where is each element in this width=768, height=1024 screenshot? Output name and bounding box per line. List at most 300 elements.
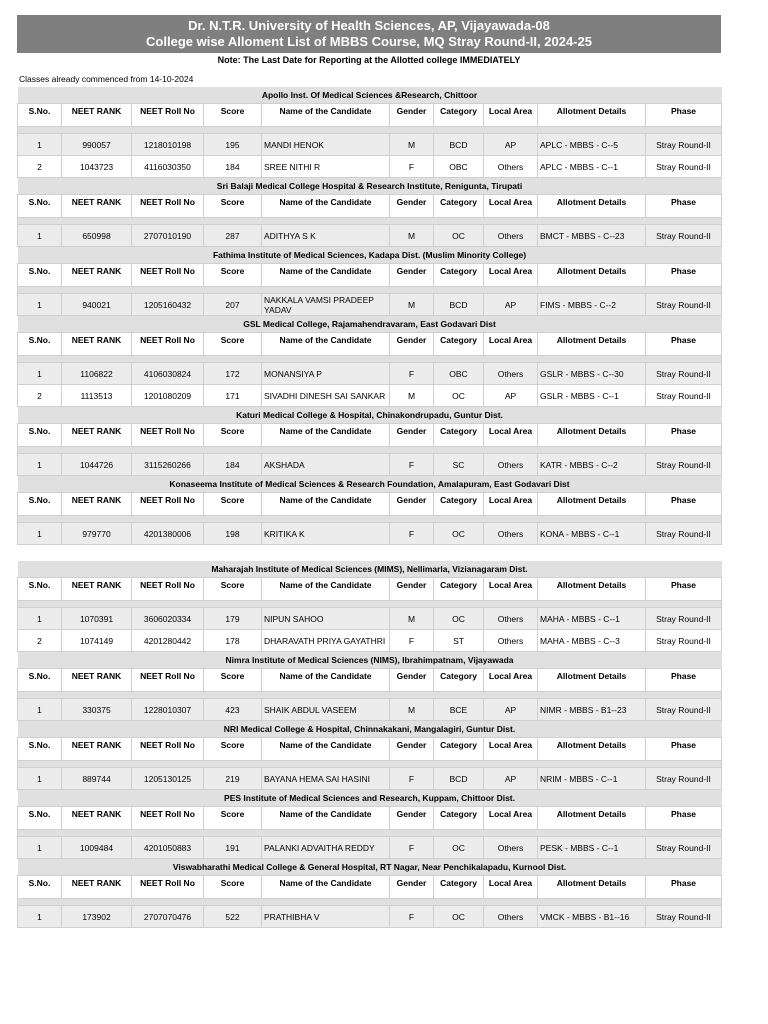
college-name: Maharajah Institute of Medical Sciences (MIMS), Nellimarla, Vizianagaram Dist. [18,561,722,578]
college-heading-row [18,476,722,493]
local-area-cell: AP [484,768,538,790]
column-header-phase: Phase [646,876,722,899]
college-heading-row [18,790,722,807]
category-cell: OBC [434,363,484,385]
spacer-cell [18,516,722,523]
column-header-row [18,424,722,447]
column-header-score: Score [204,876,262,899]
column-header-gender: Gender [390,669,434,692]
candidate-name-cell: NAKKALA VAMSI PRADEEP YADAV [262,294,390,316]
table-row [18,385,722,407]
table-row [18,608,722,630]
header-spacer-row [18,516,722,523]
score-cell: 423 [204,699,262,721]
candidate-name-cell: NIPUN SAHOO [262,608,390,630]
allotment-table-page-part-1 [17,87,721,545]
column-header-neet-rank: NEET RANK [62,876,132,899]
column-header-candidate-name: Name of the Candidate [262,264,390,287]
column-header-score: Score [204,424,262,447]
column-header-candidate-name: Name of the Candidate [262,669,390,692]
column-header-gender: Gender [390,876,434,899]
candidate-name-cell: KRITIKA K [262,523,390,545]
allotment-details-cell: PESK - MBBS - C--1 [538,837,646,859]
column-header-gender: Gender [390,264,434,287]
column-header-allotment-details: Allotment Details [538,807,646,830]
column-header-phase: Phase [646,669,722,692]
allotment-details-cell: KATR - MBBS - C--2 [538,454,646,476]
header-spacer-row [18,830,722,837]
college-heading-row [18,561,722,578]
phase-cell: Stray Round-II [646,454,722,476]
spacer-cell [18,127,722,134]
table-row [18,363,722,385]
spacer-cell [18,830,722,837]
column-header-neet-rank: NEET RANK [62,424,132,447]
table-row [18,768,722,790]
local-area-cell: AP [484,385,538,407]
column-header-category: Category [434,807,484,830]
column-header-neet-roll-number: NEET Roll No [132,578,204,601]
local-area-cell: Others [484,608,538,630]
column-header-serial-number: S.No. [18,669,62,692]
column-header-candidate-name: Name of the Candidate [262,876,390,899]
header-spacer-row [18,287,722,294]
neet-roll-number-cell: 3115260266 [132,454,204,476]
allotment-details-cell: GSLR - MBBS - C--30 [538,363,646,385]
column-header-serial-number: S.No. [18,333,62,356]
header-title: College wise Alloment List of MBBS Course, MQ Stray Round-II, 2024-25 [146,34,592,49]
college-name: Apollo Inst. Of Medical Sciences &Research, Chittoor [18,87,722,104]
column-header-candidate-name: Name of the Candidate [262,493,390,516]
phase-cell: Stray Round-II [646,906,722,928]
column-header-gender: Gender [390,195,434,218]
category-cell: OBC [434,156,484,178]
column-header-category: Category [434,424,484,447]
table-row [18,454,722,476]
table-row [18,523,722,545]
column-header-row [18,669,722,692]
college-name: Nimra Institute of Medical Sciences (NIMS), Ibrahimpatnam, Vijayawada [18,652,722,669]
column-header-allotment-details: Allotment Details [538,876,646,899]
header-spacer-row [18,356,722,363]
column-header-serial-number: S.No. [18,578,62,601]
spacer-cell [18,356,722,363]
allotment-details-cell: VMCK - MBBS - B1--16 [538,906,646,928]
candidate-name-cell: SIVADHI DINESH SAI SANKAR [262,385,390,407]
column-header-local-area: Local Area [484,807,538,830]
category-cell: OC [434,837,484,859]
column-header-gender: Gender [390,493,434,516]
college-name: Katuri Medical College & Hospital, Chinakondrupadu, Guntur Dist. [18,407,722,424]
serial-number-cell: 1 [18,363,62,385]
category-cell: ST [434,630,484,652]
serial-number-cell: 2 [18,156,62,178]
college-name: NRI Medical College & Hospital, Chinnakakani, Mangalagiri, Guntur Dist. [18,721,722,738]
column-header-neet-roll-number: NEET Roll No [132,738,204,761]
local-area-cell: Others [484,906,538,928]
phase-cell: Stray Round-II [646,523,722,545]
gender-cell: F [390,630,434,652]
column-header-neet-rank: NEET RANK [62,195,132,218]
column-header-neet-roll-number: NEET Roll No [132,669,204,692]
candidate-name-cell: SREE NITHI R [262,156,390,178]
column-header-candidate-name: Name of the Candidate [262,578,390,601]
column-header-row [18,264,722,287]
column-header-allotment-details: Allotment Details [538,264,646,287]
neet-rank-cell: 1043723 [62,156,132,178]
serial-number-cell: 1 [18,523,62,545]
local-area-cell: Others [484,454,538,476]
neet-roll-number-cell: 4201050883 [132,837,204,859]
column-header-local-area: Local Area [484,493,538,516]
serial-number-cell: 2 [18,630,62,652]
phase-cell: Stray Round-II [646,608,722,630]
phase-cell: Stray Round-II [646,699,722,721]
college-name: PES Institute of Medical Sciences and Research, Kuppam, Chittoor Dist. [18,790,722,807]
college-name: Viswabharathi Medical College & General Hospital, RT Nagar, Near Penchikalapadu, Kurnool Dist. [18,859,722,876]
gender-cell: F [390,363,434,385]
column-header-candidate-name: Name of the Candidate [262,333,390,356]
local-area-cell: Others [484,156,538,178]
candidate-name-cell: SHAIK ABDUL VASEEM [262,699,390,721]
local-area-cell: Others [484,225,538,247]
category-cell: OC [434,225,484,247]
reporting-note: Note: The Last Date for Reporting at the Allotted college IMMEDIATELY [217,55,521,65]
column-header-neet-roll-number: NEET Roll No [132,195,204,218]
candidate-name-cell: ADITHYA S K [262,225,390,247]
neet-roll-number-cell: 2707070476 [132,906,204,928]
phase-cell: Stray Round-II [646,225,722,247]
phase-cell: Stray Round-II [646,156,722,178]
column-header-candidate-name: Name of the Candidate [262,738,390,761]
table-row [18,837,722,859]
column-header-phase: Phase [646,807,722,830]
phase-cell: Stray Round-II [646,134,722,156]
college-heading-row [18,316,722,333]
allotment-details-cell: APLC - MBBS - C--5 [538,134,646,156]
college-heading-row [18,247,722,264]
allotment-table-page-part-2 [17,561,721,928]
neet-rank-cell: 1009484 [62,837,132,859]
local-area-cell: AP [484,294,538,316]
neet-roll-number-cell: 1205160432 [132,294,204,316]
column-header-score: Score [204,104,262,127]
table-row [18,225,722,247]
college-name: Sri Balaji Medical College Hospital & Research Institute, Renigunta, Tirupati [18,178,722,195]
column-header-neet-roll-number: NEET Roll No [132,807,204,830]
gender-cell: F [390,156,434,178]
column-header-candidate-name: Name of the Candidate [262,195,390,218]
column-header-local-area: Local Area [484,876,538,899]
college-name: Fathima Institute of Medical Sciences, Kadapa Dist. (Muslim Minority College) [18,247,722,264]
header-university: Dr. N.T.R. University of Health Sciences, AP, Vijayawada-08 [188,18,550,33]
allotment-table [17,561,722,928]
score-cell: 191 [204,837,262,859]
column-header-gender: Gender [390,424,434,447]
college-heading-row [18,721,722,738]
spacer-cell [18,899,722,906]
score-cell: 179 [204,608,262,630]
neet-rank-cell: 1113513 [62,385,132,407]
column-header-local-area: Local Area [484,738,538,761]
allotment-details-cell: BMCT - MBBS - C--23 [538,225,646,247]
table-row [18,294,722,316]
column-header-neet-roll-number: NEET Roll No [132,333,204,356]
column-header-row [18,876,722,899]
column-header-row [18,807,722,830]
score-cell: 287 [204,225,262,247]
neet-roll-number-cell: 2707010190 [132,225,204,247]
serial-number-cell: 1 [18,906,62,928]
allotment-details-cell: NIMR - MBBS - B1--23 [538,699,646,721]
column-header-category: Category [434,333,484,356]
column-header-category: Category [434,195,484,218]
candidate-name-cell: MANDI HENOK [262,134,390,156]
neet-roll-number-cell: 4201380006 [132,523,204,545]
column-header-category: Category [434,493,484,516]
neet-roll-number-cell: 1205130125 [132,768,204,790]
column-header-neet-rank: NEET RANK [62,104,132,127]
college-heading-row [18,87,722,104]
score-cell: 184 [204,454,262,476]
phase-cell: Stray Round-II [646,294,722,316]
column-header-local-area: Local Area [484,195,538,218]
neet-rank-cell: 330375 [62,699,132,721]
candidate-name-cell: PALANKI ADVAITHA REDDY [262,837,390,859]
column-header-score: Score [204,493,262,516]
category-cell: OC [434,608,484,630]
column-header-neet-roll-number: NEET Roll No [132,493,204,516]
gender-cell: F [390,454,434,476]
column-header-neet-rank: NEET RANK [62,669,132,692]
column-header-phase: Phase [646,738,722,761]
serial-number-cell: 1 [18,768,62,790]
column-header-row [18,578,722,601]
college-name: GSL Medical College, Rajamahendravaram, East Godavari Dist [18,316,722,333]
neet-rank-cell: 1106822 [62,363,132,385]
column-header-score: Score [204,738,262,761]
column-header-local-area: Local Area [484,264,538,287]
header-spacer-row [18,899,722,906]
phase-cell: Stray Round-II [646,837,722,859]
neet-rank-cell: 1074149 [62,630,132,652]
neet-rank-cell: 173902 [62,906,132,928]
column-header-row [18,738,722,761]
column-header-phase: Phase [646,578,722,601]
candidate-name-cell: PRATHIBHA V [262,906,390,928]
phase-cell: Stray Round-II [646,630,722,652]
column-header-category: Category [434,669,484,692]
college-name: Konaseema Institute of Medical Sciences & Research Foundation, Amalapuram, East Godavari Dist [18,476,722,493]
column-header-local-area: Local Area [484,669,538,692]
document-header [17,15,721,53]
column-header-serial-number: S.No. [18,876,62,899]
table-row [18,134,722,156]
column-header-gender: Gender [390,738,434,761]
column-header-neet-rank: NEET RANK [62,738,132,761]
college-heading-row [18,652,722,669]
local-area-cell: Others [484,630,538,652]
gender-cell: F [390,906,434,928]
local-area-cell: Others [484,523,538,545]
category-cell: SC [434,454,484,476]
column-header-gender: Gender [390,578,434,601]
classes-commenced-note: Classes already commenced from 14-10-2024 [19,74,194,84]
column-header-neet-rank: NEET RANK [62,333,132,356]
serial-number-cell: 1 [18,294,62,316]
spacer-cell [18,447,722,454]
column-header-neet-roll-number: NEET Roll No [132,876,204,899]
local-area-cell: Others [484,363,538,385]
gender-cell: M [390,608,434,630]
neet-rank-cell: 650998 [62,225,132,247]
allotment-details-cell: GSLR - MBBS - C--1 [538,385,646,407]
column-header-row [18,333,722,356]
neet-roll-number-cell: 4201280442 [132,630,204,652]
allotment-details-cell: APLC - MBBS - C--1 [538,156,646,178]
allotment-details-cell: MAHA - MBBS - C--1 [538,608,646,630]
score-cell: 178 [204,630,262,652]
gender-cell: M [390,134,434,156]
column-header-serial-number: S.No. [18,424,62,447]
neet-roll-number-cell: 1201080209 [132,385,204,407]
gender-cell: F [390,768,434,790]
neet-rank-cell: 889744 [62,768,132,790]
candidate-name-cell: AKSHADA [262,454,390,476]
neet-roll-number-cell: 1228010307 [132,699,204,721]
column-header-serial-number: S.No. [18,195,62,218]
score-cell: 172 [204,363,262,385]
column-header-phase: Phase [646,493,722,516]
header-spacer-row [18,601,722,608]
column-header-gender: Gender [390,333,434,356]
column-header-serial-number: S.No. [18,104,62,127]
column-header-neet-rank: NEET RANK [62,578,132,601]
column-header-allotment-details: Allotment Details [538,333,646,356]
local-area-cell: Others [484,837,538,859]
column-header-candidate-name: Name of the Candidate [262,807,390,830]
column-header-allotment-details: Allotment Details [538,424,646,447]
column-header-neet-roll-number: NEET Roll No [132,264,204,287]
allotment-details-cell: FIMS - MBBS - C--2 [538,294,646,316]
header-spacer-row [18,218,722,225]
phase-cell: Stray Round-II [646,363,722,385]
score-cell: 207 [204,294,262,316]
gender-cell: M [390,385,434,407]
column-header-category: Category [434,264,484,287]
column-header-gender: Gender [390,807,434,830]
column-header-phase: Phase [646,333,722,356]
serial-number-cell: 1 [18,454,62,476]
column-header-category: Category [434,876,484,899]
neet-rank-cell: 1044726 [62,454,132,476]
column-header-score: Score [204,807,262,830]
serial-number-cell: 2 [18,385,62,407]
candidate-name-cell: DHARAVATH PRIYA GAYATHRI [262,630,390,652]
column-header-allotment-details: Allotment Details [538,195,646,218]
column-header-candidate-name: Name of the Candidate [262,424,390,447]
column-header-allotment-details: Allotment Details [538,738,646,761]
table-row [18,630,722,652]
neet-rank-cell: 979770 [62,523,132,545]
header-spacer-row [18,447,722,454]
score-cell: 184 [204,156,262,178]
column-header-neet-roll-number: NEET Roll No [132,424,204,447]
candidate-name-cell: BAYANA HEMA SAI HASINI [262,768,390,790]
spacer-cell [18,287,722,294]
gender-cell: F [390,837,434,859]
neet-roll-number-cell: 4106030824 [132,363,204,385]
column-header-allotment-details: Allotment Details [538,669,646,692]
column-header-category: Category [434,578,484,601]
header-spacer-row [18,692,722,699]
neet-roll-number-cell: 1218010198 [132,134,204,156]
college-heading-row [18,407,722,424]
column-header-serial-number: S.No. [18,264,62,287]
column-header-serial-number: S.No. [18,738,62,761]
table-row [18,699,722,721]
local-area-cell: AP [484,699,538,721]
score-cell: 171 [204,385,262,407]
candidate-name-cell: MONANSIYA P [262,363,390,385]
category-cell: BCD [434,294,484,316]
college-heading-row [18,859,722,876]
allotment-details-cell: MAHA - MBBS - C--3 [538,630,646,652]
score-cell: 522 [204,906,262,928]
column-header-neet-rank: NEET RANK [62,264,132,287]
local-area-cell: AP [484,134,538,156]
column-header-gender: Gender [390,104,434,127]
phase-cell: Stray Round-II [646,385,722,407]
phase-cell: Stray Round-II [646,768,722,790]
column-header-row [18,493,722,516]
column-header-neet-rank: NEET RANK [62,493,132,516]
column-header-row [18,104,722,127]
column-header-phase: Phase [646,104,722,127]
neet-roll-number-cell: 3606020334 [132,608,204,630]
neet-rank-cell: 940021 [62,294,132,316]
score-cell: 219 [204,768,262,790]
serial-number-cell: 1 [18,134,62,156]
column-header-score: Score [204,669,262,692]
gender-cell: F [390,523,434,545]
column-header-local-area: Local Area [484,104,538,127]
category-cell: OC [434,523,484,545]
category-cell: OC [434,385,484,407]
category-cell: BCD [434,768,484,790]
column-header-allotment-details: Allotment Details [538,578,646,601]
category-cell: OC [434,906,484,928]
spacer-cell [18,692,722,699]
table-row [18,156,722,178]
college-heading-row [18,178,722,195]
gender-cell: M [390,699,434,721]
column-header-serial-number: S.No. [18,493,62,516]
column-header-phase: Phase [646,424,722,447]
neet-roll-number-cell: 4116030350 [132,156,204,178]
column-header-score: Score [204,333,262,356]
column-header-score: Score [204,195,262,218]
column-header-local-area: Local Area [484,578,538,601]
gender-cell: M [390,294,434,316]
spacer-cell [18,761,722,768]
neet-rank-cell: 1070391 [62,608,132,630]
column-header-phase: Phase [646,195,722,218]
column-header-neet-roll-number: NEET Roll No [132,104,204,127]
serial-number-cell: 1 [18,837,62,859]
column-header-allotment-details: Allotment Details [538,104,646,127]
column-header-allotment-details: Allotment Details [538,493,646,516]
